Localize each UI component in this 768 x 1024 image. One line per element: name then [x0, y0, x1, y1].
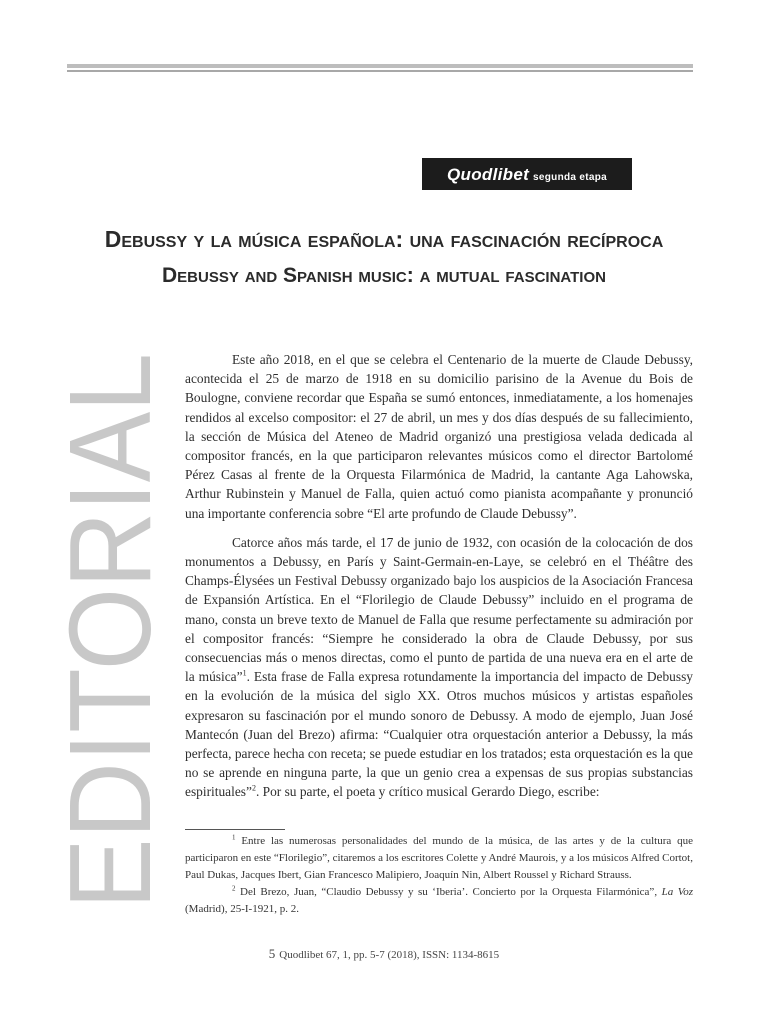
footnote-rule: [185, 829, 285, 830]
footnotes: [185, 833, 693, 918]
footnote-2-number: 2: [232, 884, 236, 893]
vertical-label-text: EDITORIAL: [45, 298, 175, 909]
footnote-2-text-b: (Madrid), 25-I-1921, p. 2.: [185, 903, 299, 915]
footnote-2: [185, 884, 693, 918]
footnote-ref-1[interactable]: 1: [242, 668, 247, 678]
paragraph-2-part-c: . Por su parte, el poeta y crítico musical Gerardo Diego, escribe:: [255, 784, 600, 800]
title-spanish: Debussy y la música española: una fascinación recíproca: [104, 226, 664, 252]
title-english: Debussy and Spanish music: a mutual fascination: [162, 264, 606, 287]
citation: Quodlibet 67, 1, pp. 5-7 (2018), ISSN: 1134-8615: [279, 949, 500, 961]
footnote-1-number: 1: [232, 833, 236, 842]
editorial-body: [185, 350, 693, 802]
top-rule-thick: [67, 64, 693, 68]
footnote-ref-2[interactable]: 2: [251, 784, 256, 793]
paragraph-2-part-a: Catorce años más tarde, el 17 de junio de 1932, con ocasión de la colocación de dos monumentos a Debussy, en París y Saint-Germain-en-Laye, se celebró en el Théâtre des Champs-Élysées un Festival Debussy organizado bajo los auspicios de la Asociación Francesa de Expansión Artística. En el “Florilegio de Claude Debussy” incluido en el programa de mano, consta un breve texto de Manuel de Falla que resume perfectamente su admiración por el compositor francés: “Siempre he considerado la obra de Claude Debussy, por sus consecuencias más o menos directas, como el punto de partida de una nueva era en el arte de la música”: [185, 534, 693, 685]
journal-stage: segunda etapa: [533, 172, 607, 183]
page-folio: [0, 946, 768, 962]
paragraph-2-part-b: . Esta frase de Falla expresa rotundamente la importancia del impacto de Debussy en la evolución de la música del siglo XX. Otros muchos músicos y artistas españoles expresaron su fascinación por el mundo sonoro de Debussy. A modo de ejemplo, Juan José Mantecón (Juan del Brezo) afirma: “Cualquier otra orquestación anterior a Debussy, la más perfecta, parece hecha con receta; se puede estudiar en los tratados; esta orquestación es la que no se aprende en ninguna parte, la que un genio crea a expensas de sus propias substancias espirituales”: [185, 669, 693, 800]
paragraph-2: [185, 533, 693, 802]
vertical-label-svg: [45, 298, 175, 912]
page-number: 5: [268, 946, 276, 961]
top-rule-thin: [67, 70, 693, 72]
journal-badge: [422, 158, 632, 190]
footnote-1: [185, 833, 693, 884]
journal-name: Quodlibet: [447, 165, 530, 184]
section-label-editorial: [45, 298, 175, 912]
footnote-1-text: Entre las numerosas personalidades del mundo de la música, de las artes y de la cultura que participaron en este “Florilegio”, citaremos a los escritores Colette y André Maurois, y a los músicos Alfred Cortot, Paul Dukas, Jacques Ibert, Gian Francesco Malipiero, Joaquín Nin, Albert Roussel y Richard Strauss.: [185, 835, 693, 881]
footnote-2-text-a: Del Brezo, Juan, “Claudio Debussy y su ‘Iberia’. Concierto por la Orquesta Filarmónica”,: [235, 886, 662, 898]
paragraph-1: Este año 2018, en el que se celebra el Centenario de la muerte de Claude Debussy, acontecida el 25 de marzo de 1918 en su domicilio parisino de la Avenue du Bois de Boulogne, conviene recordar que España se sumó entonces, inmediatamente, a los homenajes rendidos al excelso compositor: el 27 de abril, un mes y dos días después de su fallecimiento, la sección de Música del Ateneo de Madrid organizó una prestigiosa velada dedicada al compositor francés, en la que participaron relevantes músicos como el director Bartolomé Pérez Casas al frente de la Orquesta Filarmónica de Madrid, la cantante Aga Lahowska, Arthur Rubinstein y Manuel de Falla, quien actuó como pianista acompañante y pronunció una importante conferencia sobre “El arte profundo de Claude Debussy”.: [185, 352, 693, 521]
footnote-2-publication: La Voz: [661, 886, 693, 898]
